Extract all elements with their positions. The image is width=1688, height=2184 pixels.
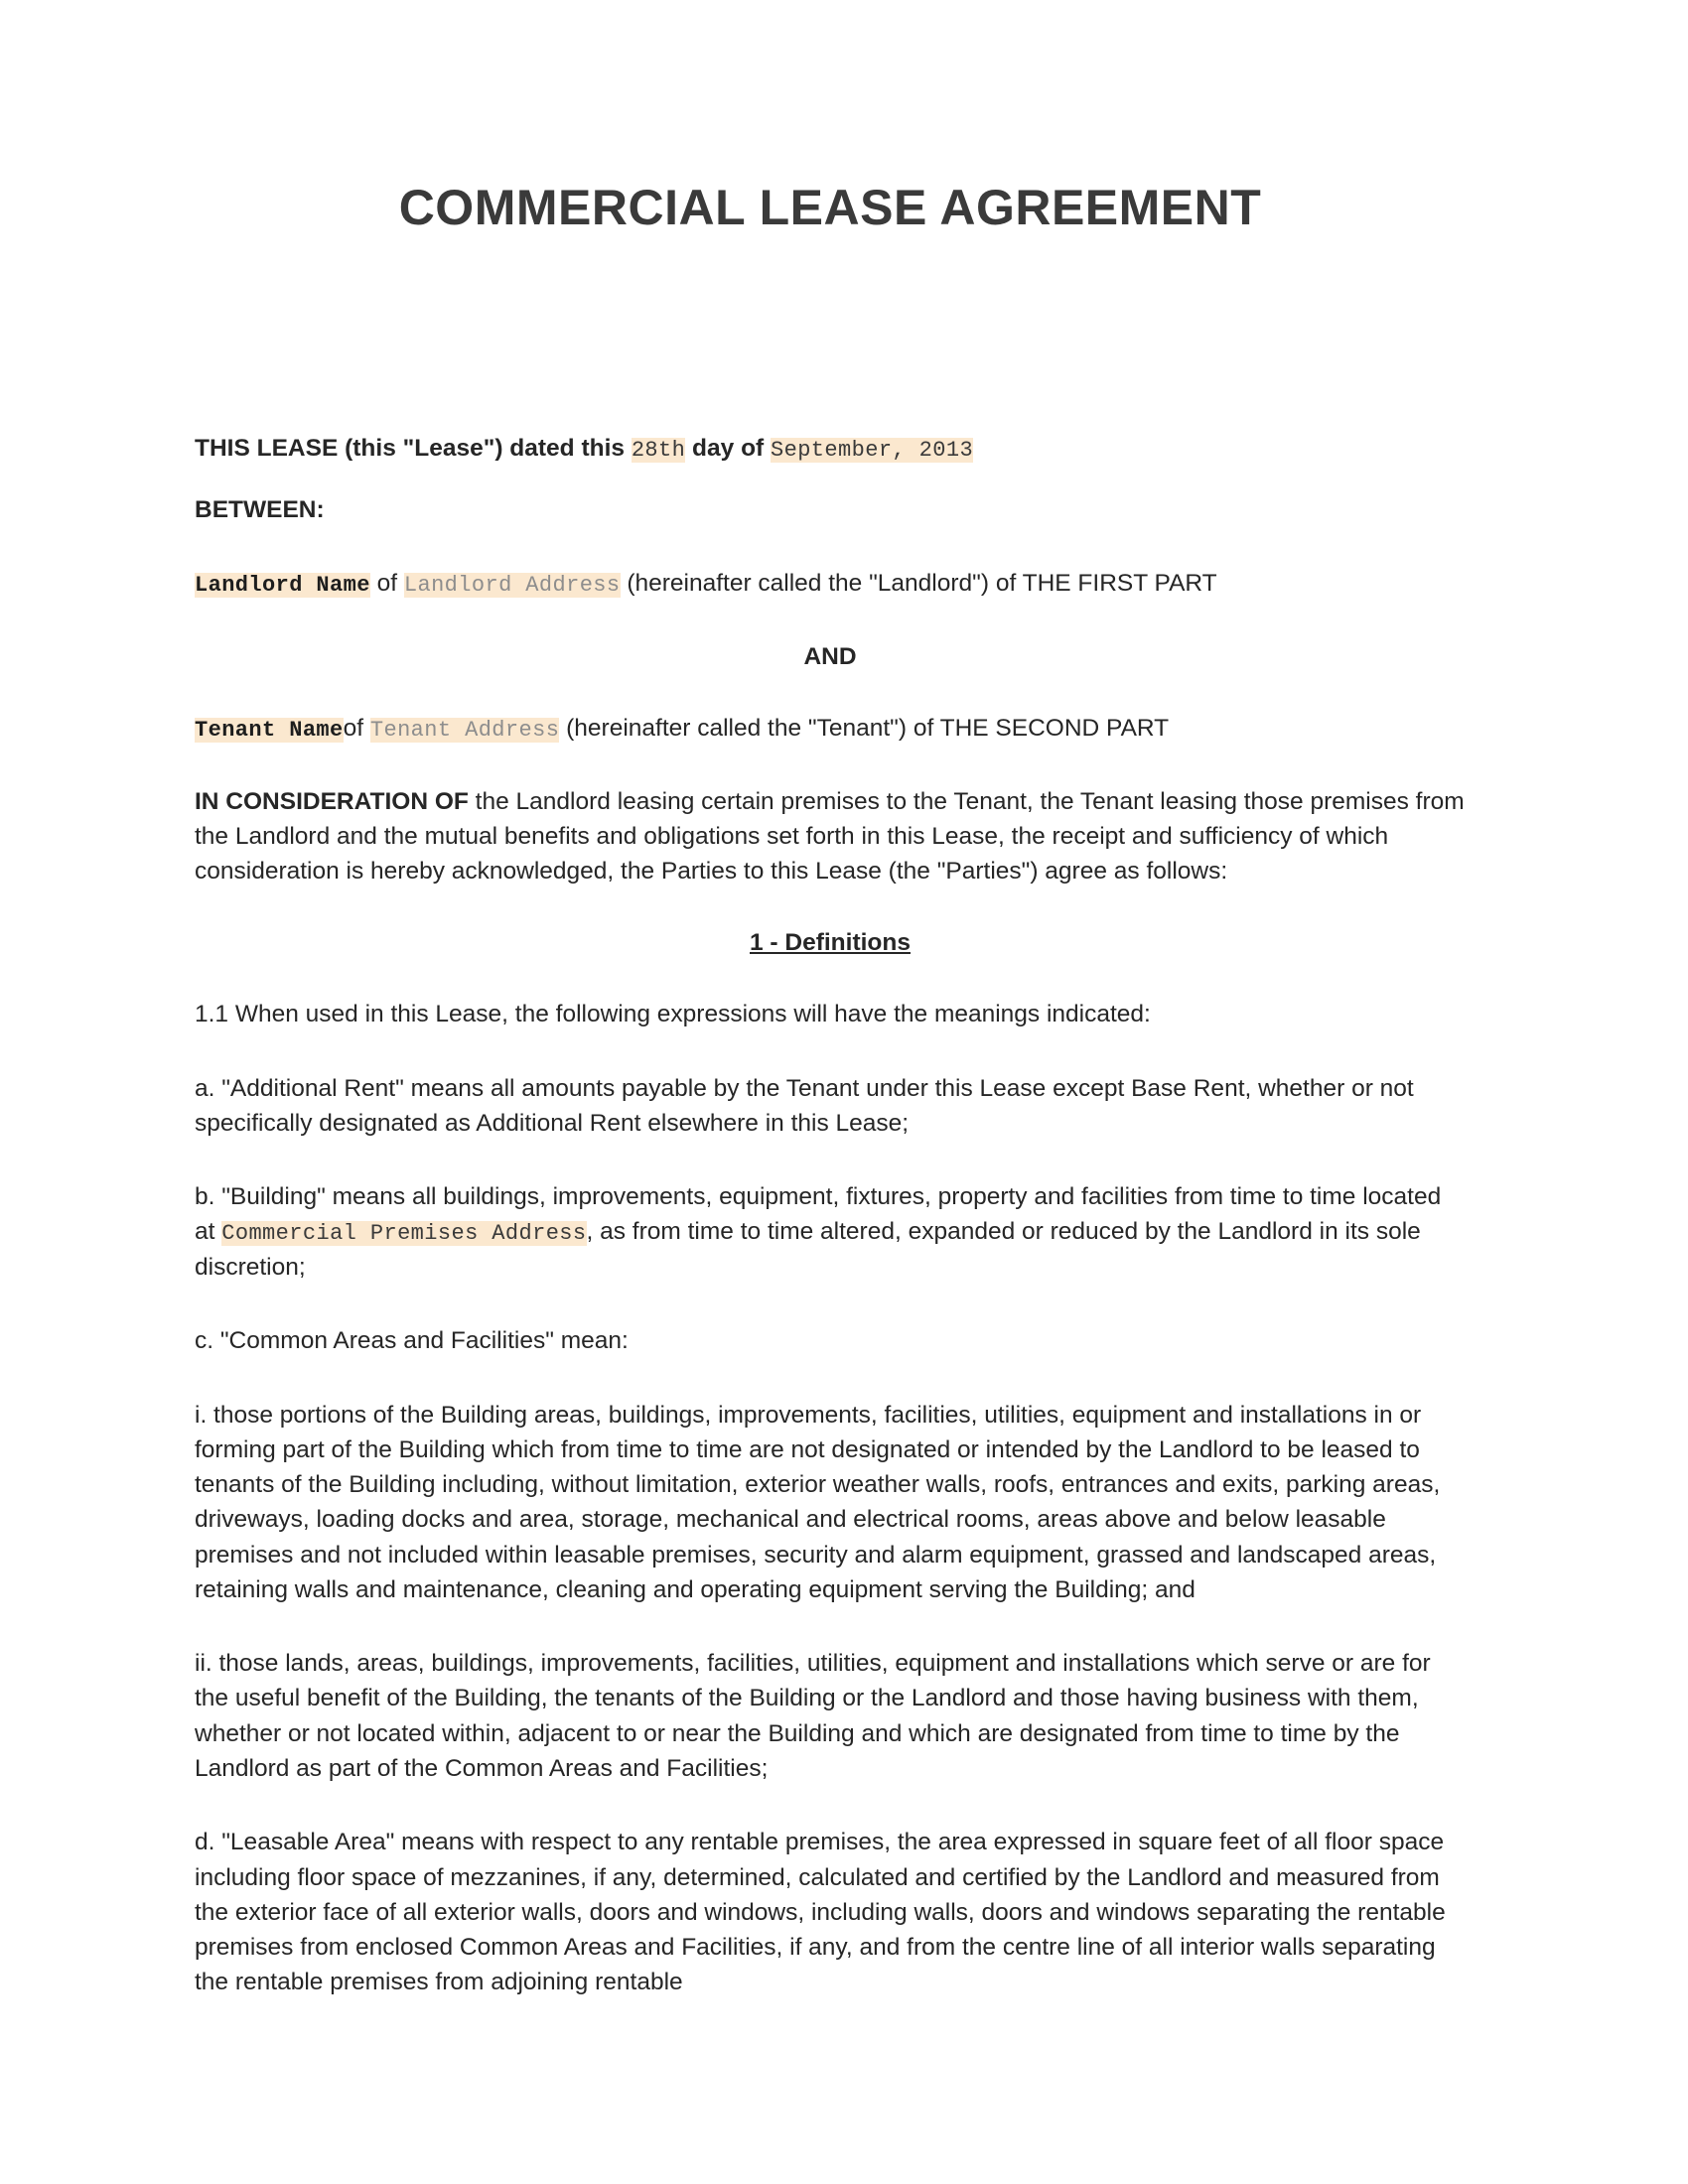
section-heading-definitions: 1 - Definitions	[750, 929, 911, 957]
clause-d: d. "Leasable Area" means with respect to any rentable premises, the area expressed in square feet of all floor space including floor space of mezzanines, if any, determined, calculated and certified by the Landlord and measured from the exterior face of all exterior walls, doors and windows, including walls, doors and windows separating the rentable premises from enclosed Common Areas and Facilities, if any, and from the centre line of all interior walls separating the rentable premises from adjoining rentable	[195, 1829, 1446, 1996]
document-content	[195, 0, 1466, 2000]
page-title: COMMERCIAL LEASE AGREEMENT	[398, 180, 1262, 235]
and-label: AND	[803, 642, 857, 670]
tenant-of-word: of	[343, 714, 370, 742]
tenant-suffix: (hereinafter called the "Tenant") of THE SECOND PART	[559, 714, 1170, 742]
clause-1-1: 1.1 When used in this Lease, the following expressions will have the meanings indicated:	[195, 1001, 1151, 1028]
month-field[interactable]: September,	[771, 438, 907, 463]
year-field[interactable]: 2013	[918, 438, 974, 463]
clause-c-ii: ii. those lands, areas, buildings, improvements, facilities, utilities, equipment and installations which serve or are for the useful benefit of the Building, the tenants of the Building or the Landlord and those having business with them, whether or not located within, adjacent to or near the Building and which are designated from time to time by the Landlord as part of the Common Areas and Facilities;	[195, 1650, 1431, 1782]
lease-date-prefix: THIS LEASE (this "Lease") dated this	[195, 435, 632, 462]
tenant-address-field[interactable]: Tenant Address	[369, 717, 560, 743]
date-separator	[906, 438, 919, 463]
clause-b	[195, 1179, 1466, 1285]
tenant-name-field[interactable]: Tenant Name	[195, 717, 344, 743]
landlord-of-word: of	[369, 569, 404, 597]
landlord-address-field[interactable]: Landlord Address	[403, 572, 621, 598]
consideration-body: the Landlord leasing certain premises to the Tenant, the Tenant leasing those premises from the Landlord and the mutual benefits and obligations set forth in this Lease, the receipt and sufficiency of which consideration is hereby acknowledged, the Parties to this Lease (the "Parties") agree as follows:	[195, 787, 1465, 886]
consideration-paragraph	[195, 784, 1466, 889]
clause-b-part2: , as from time to time altered, expanded or reduced by the Landlord in its sole discretion;	[195, 1218, 1421, 1282]
commercial-premises-address-field[interactable]: Commercial Premises Address	[221, 1221, 587, 1247]
clause-c: c. "Common Areas and Facilities" mean:	[195, 1327, 629, 1355]
between-label: BETWEEN:	[195, 495, 325, 523]
tenant-line	[195, 711, 1466, 747]
lease-date-line	[195, 431, 1466, 467]
day-field[interactable]: 28th	[631, 438, 686, 463]
clause-a: a. "Additional Rent" means all amounts payable by the Tenant under this Lease except Base Rent, whether or not specifically designated as Additional Rent elsewhere in this Lease;	[195, 1074, 1414, 1137]
landlord-suffix: (hereinafter called the "Landlord") of THE FIRST PART	[620, 569, 1217, 597]
consideration-lead: IN CONSIDERATION OF	[195, 787, 469, 815]
lease-date-mid: day of	[685, 435, 771, 462]
clause-b-part1: b. "Building" means all buildings, improvements, equipment, fixtures, property and facilities from time to time located at	[195, 1183, 1442, 1246]
clause-c-i: i. those portions of the Building areas, buildings, improvements, facilities, utilities, equipment and installations in or forming part of the Building which from time to time are not designated or intended by the Landlord to be leased to tenants of the Building including, without limitation, exterior weather walls, roofs, entrances and exits, parking areas, driveways, loading docks and area, storage, mechanical and electrical rooms, areas above and below leasable premises and not included within leasable premises, security and alarm equipment, grassed and landscaped areas, retaining walls and maintenance, cleaning and operating equipment serving the Building; and	[195, 1401, 1441, 1603]
landlord-name-field[interactable]: Landlord Name	[195, 572, 370, 598]
landlord-line	[195, 566, 1466, 602]
